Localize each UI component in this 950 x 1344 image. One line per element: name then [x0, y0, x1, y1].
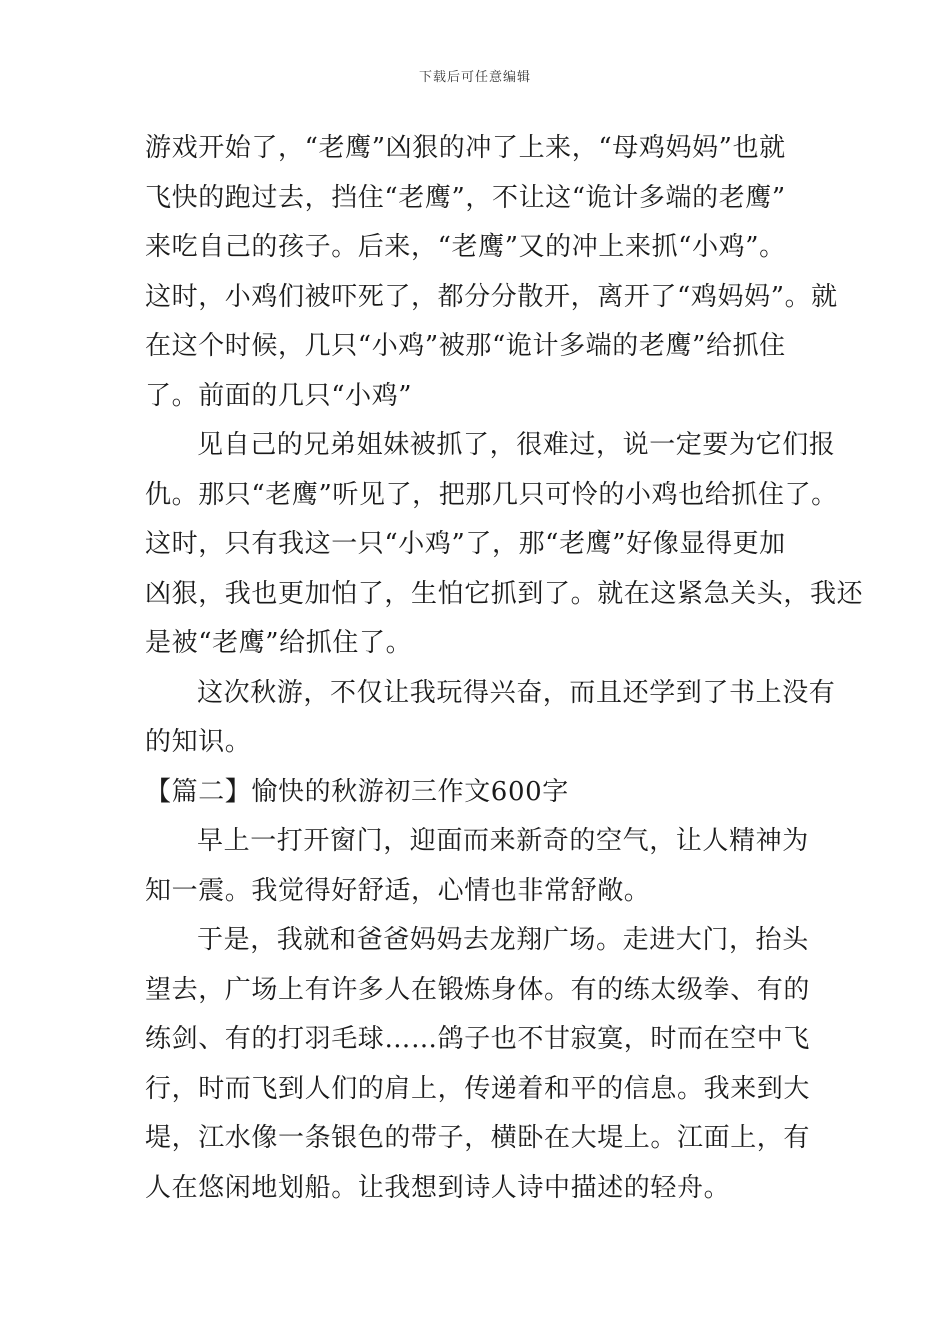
text-line: 这时，小鸡们被吓死了，都分分散开，离开了“鸡妈妈”。就	[145, 281, 838, 312]
text-line: 这时，只有我这一只“小鸡”了，那“老鹰”好像显得更加	[145, 529, 786, 559]
text-line: 游戏开始了，“老鹰”凶狠的冲了上来，“母鸡妈妈”也就	[145, 133, 786, 163]
text-line: 这次秋游，不仅让我玩得兴奋，而且还学到了书上没有	[197, 677, 836, 708]
text-line: 望去，广场上有许多人在锻炼身体。有的练太级拳、有的	[145, 974, 811, 1005]
text-line: 飞快的跑过去，挡住“老鹰”，不让这“诡计多端的老鹰”	[145, 182, 786, 213]
text-line: 仇。那只“老鹰”听见了，把那几只可怜的小鸡也给抓住了。	[145, 479, 838, 510]
text-line: 早上一打开窗门，迎面而来新奇的空气，让人精神为	[197, 826, 809, 856]
text-line: 知一震。我觉得好舒适，心情也非常舒敞。	[145, 875, 651, 906]
page-header: 下载后可任意编辑	[418, 70, 531, 85]
text-line: 在这个时候，几只“小鸡”被那“诡计多端的老鹰”给抓住	[145, 331, 786, 361]
text-line: 的知识。	[145, 727, 252, 757]
text-line: 人在悠闲地划船。让我想到诗人诗中描述的轻舟。	[145, 1172, 731, 1203]
section-heading: 【篇二】愉快的秋游初三作文600字	[145, 776, 569, 807]
text-line: 于是，我就和爸爸妈妈去龙翔广场。走进大门，抬头	[197, 925, 809, 955]
text-line: 练剑、有的打羽毛球……鸽子也不甘寂寞，时而在空中飞	[145, 1024, 811, 1054]
text-line: 堤，江水像一条银色的带子，横卧在大堤上。江面上，有	[145, 1123, 811, 1153]
document-body	[145, 124, 864, 1213]
text-line: 来吃自己的孩子。后来，“老鹰”又的冲上来抓“小鸡”。	[145, 232, 786, 262]
text-line: 了。前面的几只“小鸡”	[145, 380, 413, 411]
text-line: 见自己的兄弟姐妹被抓了，很难过，说一定要为它们报	[197, 430, 836, 460]
text-line: 是被“老鹰”给抓住了。	[145, 628, 413, 658]
text-line: 凶狠，我也更加怕了，生怕它抓到了。就在这紧急关头，我还	[145, 578, 864, 609]
text-line: 行，时而飞到人们的肩上，传递着和平的信息。我来到大	[145, 1073, 811, 1104]
